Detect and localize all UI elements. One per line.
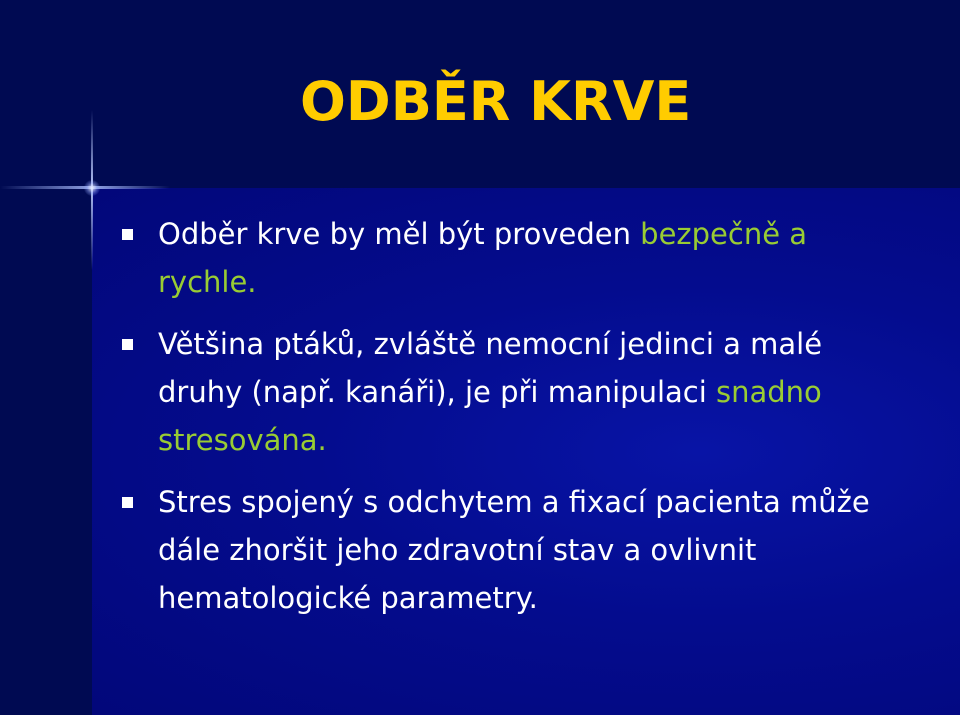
bullet-highlight: bezpečně a rychle. bbox=[158, 217, 808, 299]
lens-flare-icon bbox=[84, 180, 100, 196]
bullet-text: Většina ptáků, zvláště nemocní jedinci a malé druhy (např. kanáři), je při manipulaci bbox=[158, 327, 823, 409]
square-bullet-icon bbox=[122, 339, 133, 350]
bullet-highlight: snadno stresována. bbox=[158, 375, 822, 457]
bullet-item bbox=[118, 478, 878, 622]
square-bullet-icon bbox=[122, 229, 133, 240]
bullet-text: Odběr krve by měl být proveden bbox=[158, 217, 641, 251]
slide-left-band bbox=[0, 0, 92, 715]
bullet-item bbox=[118, 210, 878, 306]
bullet-item bbox=[118, 320, 878, 464]
square-bullet-icon bbox=[122, 497, 133, 508]
bullet-list bbox=[118, 210, 878, 636]
slide-title: ODBĚR KRVE bbox=[300, 70, 692, 133]
bullet-text: Stres spojený s odchytem a fixací pacienta může dále zhoršit jeho zdravotní stav a ovlivnit hematologické parametry. bbox=[158, 485, 870, 615]
